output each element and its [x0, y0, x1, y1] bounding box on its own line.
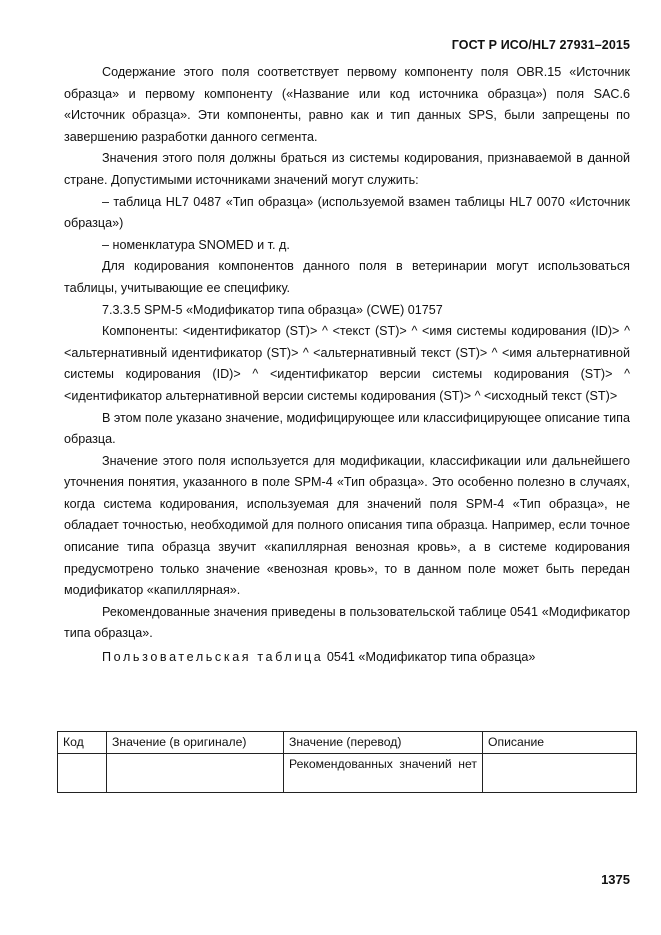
- table-caption-title: 0541 «Модификатор типа образца»: [326, 650, 536, 665]
- column-header-original-value: Значение (в оригинале): [107, 732, 284, 754]
- table-cell: [483, 754, 637, 793]
- paragraph: Содержание этого поля соответствует первому компоненту поля OBR.15 «Источник образца» и первому компоненту («Название или код источника образца») поля SAC.6 «Источник образца». Эти компоненты, равно как и тип данных SPS, были запрещены по завершению разработки данного сегмента.: [64, 65, 630, 144]
- section-heading: 7.3.3.5 SPM-5 «Модификатор типа образца» (CWE) 01757: [102, 302, 443, 317]
- table-cell-text: Рекомендованных значений нет: [289, 757, 477, 771]
- paragraph: Значения этого поля должны браться из системы кодирования, признаваемой в данной стране. Допустимыми источниками значений могут служить:: [64, 151, 630, 187]
- table-header-row: [58, 732, 637, 754]
- table-caption: [64, 647, 630, 669]
- table-row: [58, 754, 637, 793]
- table-cell: [58, 754, 107, 793]
- paragraph: Компоненты: <идентификатор (ST)> ^ <текст (ST)> ^ <имя системы кодирования (ID)> ^ <альтернативный идентификатор (ST)> ^ <альтернативный текст (ST)> ^ <имя альтернативной системы кодирования (ID)> ^ <идентификатор версии системы кодирования (ST)> ^ <идентификатор альтернативной версии системы кодирования (ST)> ^ <исходный текст (ST)>: [64, 324, 630, 403]
- paragraph: Рекомендованные значения приведены в пользовательской таблице 0541 «Модификатор типа образца».: [64, 604, 630, 641]
- paragraph: Для кодирования компонентов данного поля в ветеринарии могут использоваться таблицы, учитывающие ее специфику.: [64, 259, 630, 295]
- list-item: – таблица HL7 0487 «Тип образца» (используемой взамен таблицы HL7 0070 «Источник образца»): [64, 194, 630, 231]
- paragraph: В этом поле указано значение, модифицирующее или классифицирующее описание типа образца.: [64, 410, 630, 447]
- column-header-description: Описание: [483, 732, 637, 754]
- document-header: ГОСТ Р ИСО/HL7 27931–2015: [451, 38, 630, 52]
- table-cell: [107, 754, 284, 793]
- table-cell: [284, 754, 483, 793]
- page-number: 1375: [601, 872, 630, 887]
- column-header-code: Код: [58, 732, 107, 754]
- table-caption-label: Пользовательская таблица: [102, 650, 324, 665]
- body-text: [64, 62, 630, 669]
- paragraph: Значение этого поля используется для модификации, классификации или дальнейшего уточнения понятия, указанного в поле SPM-4 «Тип образца». Это особенно полезно в случаях, когда система кодирования, используемая для значений поля SPM-4 «Тип образца», не обладает точностью, необходимой для полного описания типа образца. Например, если точное описание типа образца звучит «капиллярная венозная кровь», а в системе кодирования предусмотрено только значение «венозная кровь», то в данном поле может быть передан модификатор «капиллярная».: [64, 453, 630, 598]
- list-item: – номенклатура SNOMED и т. д.: [102, 237, 290, 252]
- user-table-0541: [57, 731, 637, 793]
- column-header-translated-value: Значение (перевод): [284, 732, 483, 754]
